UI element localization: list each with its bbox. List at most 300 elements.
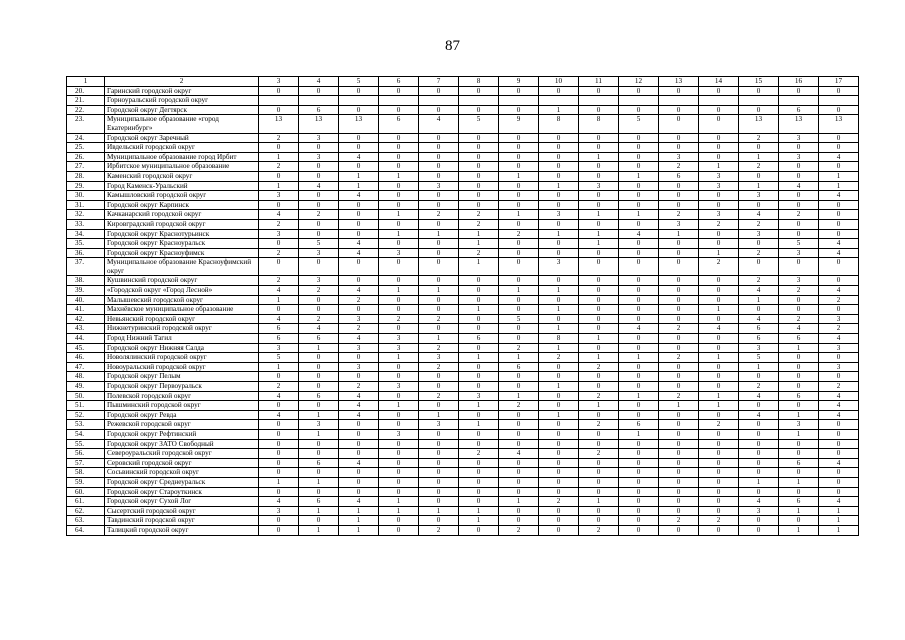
table-cell: 1 <box>619 429 659 439</box>
municipality-name: Ирбитское муниципальное образование <box>105 162 259 172</box>
table-cell: 0 <box>339 468 379 478</box>
table-cell: 3 <box>779 248 819 258</box>
table-cell: 0 <box>579 429 619 439</box>
column-header: 16 <box>779 77 819 87</box>
table-cell: 0 <box>819 487 859 497</box>
table-cell: 0 <box>299 401 339 411</box>
table-cell: 0 <box>779 382 819 392</box>
table-cell: 0 <box>699 525 739 535</box>
table-cell: 1 <box>379 497 419 507</box>
table-cell: 0 <box>299 372 339 382</box>
table-cell: 0 <box>419 258 459 276</box>
table-cell: 1 <box>499 210 539 220</box>
table-cell: 0 <box>539 86 579 96</box>
table-cell: 0 <box>699 468 739 478</box>
table-cell: 3 <box>259 229 299 239</box>
table-cell: 0 <box>419 191 459 201</box>
table-cell: 0 <box>739 305 779 315</box>
table-cell: 6 <box>299 105 339 115</box>
table-cell: 2 <box>299 314 339 324</box>
table-cell: 0 <box>699 410 739 420</box>
table-cell: 0 <box>459 276 499 286</box>
table-cell: 0 <box>579 276 619 286</box>
table-cell: 0 <box>579 382 619 392</box>
column-header: 8 <box>459 77 499 87</box>
table-cell: 0 <box>579 516 619 526</box>
table-cell: 0 <box>659 105 699 115</box>
table-cell: 0 <box>619 401 659 411</box>
table-cell: 0 <box>699 334 739 344</box>
table-cell: 0 <box>819 162 859 172</box>
table-cell: 0 <box>379 410 419 420</box>
table-cell: 3 <box>339 343 379 353</box>
table-cell: 6 <box>779 458 819 468</box>
table-cell: 1 <box>819 516 859 526</box>
table-cell: 0 <box>419 152 459 162</box>
table-cell: 1 <box>299 506 339 516</box>
table-cell: 0 <box>459 133 499 143</box>
table-cell: 0 <box>819 210 859 220</box>
table-row <box>67 362 859 372</box>
table-cell: 0 <box>819 219 859 229</box>
table-cell: 0 <box>499 191 539 201</box>
table-cell: 0 <box>379 86 419 96</box>
table-cell: 0 <box>619 477 659 487</box>
table-cell: 1 <box>459 229 499 239</box>
table-cell: 0 <box>379 458 419 468</box>
table-cell: 13 <box>259 115 299 133</box>
table-cell: 0 <box>619 343 659 353</box>
table-cell: 4 <box>499 449 539 459</box>
table-cell: 4 <box>339 497 379 507</box>
table-cell: 0 <box>779 162 819 172</box>
table-cell: 0 <box>459 152 499 162</box>
table-row <box>67 248 859 258</box>
table-cell: 1 <box>619 353 659 363</box>
table-cell: 0 <box>419 105 459 115</box>
table-cell: 0 <box>779 439 819 449</box>
table-cell: 0 <box>539 248 579 258</box>
table-cell: 6 <box>299 391 339 401</box>
table-cell: 0 <box>539 487 579 497</box>
table-cell: 0 <box>539 429 579 439</box>
table-cell: 0 <box>459 458 499 468</box>
table-cell: 0 <box>459 191 499 201</box>
table-row <box>67 477 859 487</box>
table-header-row <box>67 77 859 87</box>
table-cell: 0 <box>659 181 699 191</box>
table-cell: 2 <box>819 324 859 334</box>
municipality-name: Новоуральский городской округ <box>105 362 259 372</box>
table-row <box>67 314 859 324</box>
table-cell <box>659 96 699 106</box>
row-number: 43. <box>67 324 105 334</box>
table-cell: 0 <box>459 497 499 507</box>
table-cell: 0 <box>259 86 299 96</box>
table-cell: 0 <box>539 449 579 459</box>
table-cell: 3 <box>419 353 459 363</box>
row-number: 53. <box>67 420 105 430</box>
table-cell: 0 <box>699 314 739 324</box>
municipality-name: Махнёвское муниципальное образование <box>105 305 259 315</box>
table-cell: 4 <box>339 458 379 468</box>
table-cell: 6 <box>299 458 339 468</box>
table-cell: 0 <box>259 372 299 382</box>
table-cell: 0 <box>579 286 619 296</box>
row-number: 24. <box>67 133 105 143</box>
table-cell: 0 <box>819 305 859 315</box>
table-cell: 0 <box>819 353 859 363</box>
table-cell: 2 <box>659 324 699 334</box>
table-cell: 0 <box>379 420 419 430</box>
table-cell: 0 <box>659 286 699 296</box>
table-cell: 0 <box>699 276 739 286</box>
row-number: 40. <box>67 295 105 305</box>
table-cell: 0 <box>459 429 499 439</box>
table-cell: 0 <box>539 362 579 372</box>
table-cell <box>619 96 659 106</box>
table-cell: 0 <box>579 468 619 478</box>
table-cell: 4 <box>819 152 859 162</box>
table-cell: 1 <box>499 497 539 507</box>
table-cell: 0 <box>499 239 539 249</box>
table-cell: 0 <box>579 458 619 468</box>
table-cell: 0 <box>259 171 299 181</box>
table-cell: 4 <box>739 314 779 324</box>
table-cell: 2 <box>739 248 779 258</box>
table-cell: 0 <box>499 324 539 334</box>
table-cell: 0 <box>619 258 659 276</box>
table-cell: 0 <box>659 200 699 210</box>
table-cell: 0 <box>419 200 459 210</box>
table-cell: 0 <box>699 477 739 487</box>
table-cell: 0 <box>699 191 739 201</box>
table-cell: 0 <box>379 181 419 191</box>
table-cell: 0 <box>619 143 659 153</box>
table-row <box>67 258 859 276</box>
table-cell: 0 <box>339 449 379 459</box>
table-cell: 0 <box>579 305 619 315</box>
table-cell: 0 <box>499 162 539 172</box>
column-header: 11 <box>579 77 619 87</box>
table-cell: 6 <box>739 324 779 334</box>
table-cell: 0 <box>539 468 579 478</box>
table-cell: 2 <box>779 314 819 324</box>
table-cell: 0 <box>659 382 699 392</box>
table-cell: 0 <box>299 487 339 497</box>
row-number: 55. <box>67 439 105 449</box>
table-cell: 3 <box>459 391 499 401</box>
table-cell: 0 <box>659 343 699 353</box>
table-cell: 0 <box>539 372 579 382</box>
table-row <box>67 210 859 220</box>
table-cell: 0 <box>619 506 659 516</box>
table-cell: 0 <box>739 516 779 526</box>
table-cell: 1 <box>379 286 419 296</box>
table-cell: 0 <box>419 305 459 315</box>
table-cell: 0 <box>259 305 299 315</box>
table-cell: 4 <box>619 324 659 334</box>
table-cell: 1 <box>699 305 739 315</box>
municipality-name: Тавдинский городской округ <box>105 516 259 526</box>
table-cell: 0 <box>619 133 659 143</box>
table-cell: 0 <box>779 171 819 181</box>
table-cell: 0 <box>739 487 779 497</box>
table-cell: 0 <box>379 362 419 372</box>
table-row <box>67 343 859 353</box>
table-cell <box>579 96 619 106</box>
table-cell <box>779 96 819 106</box>
table-cell: 2 <box>419 391 459 401</box>
table-cell: 0 <box>339 372 379 382</box>
table-row <box>67 133 859 143</box>
column-header: 10 <box>539 77 579 87</box>
table-cell: 2 <box>419 525 459 535</box>
table-cell: 0 <box>579 324 619 334</box>
table-cell <box>819 96 859 106</box>
table-cell: 6 <box>659 171 699 181</box>
table-cell: 0 <box>659 497 699 507</box>
table-cell: 1 <box>339 525 379 535</box>
table-cell <box>419 96 459 106</box>
table-cell: 1 <box>259 295 299 305</box>
table-row <box>67 439 859 449</box>
table-cell: 0 <box>499 86 539 96</box>
table-cell: 1 <box>739 152 779 162</box>
table-cell: 3 <box>819 343 859 353</box>
table-cell: 0 <box>459 487 499 497</box>
table-cell: 2 <box>579 525 619 535</box>
table-cell: 1 <box>539 343 579 353</box>
table-cell: 0 <box>379 439 419 449</box>
table-cell: 0 <box>259 458 299 468</box>
table-row <box>67 191 859 201</box>
table-cell: 0 <box>379 372 419 382</box>
table-cell: 0 <box>659 295 699 305</box>
table-cell: 1 <box>539 410 579 420</box>
table-cell: 1 <box>339 181 379 191</box>
table-cell: 2 <box>339 295 379 305</box>
table-cell: 0 <box>619 372 659 382</box>
table-cell: 4 <box>819 391 859 401</box>
table-row <box>67 458 859 468</box>
table-cell: 0 <box>579 86 619 96</box>
municipality-name: Пышминский городской округ <box>105 401 259 411</box>
table-cell: 0 <box>539 276 579 286</box>
table-cell: 3 <box>299 276 339 286</box>
table-cell: 0 <box>539 171 579 181</box>
row-number: 57. <box>67 458 105 468</box>
table-cell: 0 <box>379 477 419 487</box>
table-cell: 0 <box>339 200 379 210</box>
table-cell: 3 <box>539 210 579 220</box>
table-cell: 4 <box>339 391 379 401</box>
table-cell: 0 <box>419 401 459 411</box>
table-cell: 0 <box>339 305 379 315</box>
table-cell: 2 <box>739 276 779 286</box>
table-cell: 13 <box>779 115 819 133</box>
table-cell: 3 <box>659 152 699 162</box>
row-number: 37. <box>67 258 105 276</box>
table-cell: 0 <box>379 191 419 201</box>
table-cell: 1 <box>459 401 499 411</box>
row-number: 42. <box>67 314 105 324</box>
table-cell: 0 <box>499 516 539 526</box>
table-cell: 1 <box>619 171 659 181</box>
table-cell: 0 <box>299 305 339 315</box>
municipality-name: Город Каменск-Уральский <box>105 181 259 191</box>
table-cell: 0 <box>659 133 699 143</box>
table-cell: 0 <box>659 487 699 497</box>
table-cell: 0 <box>659 305 699 315</box>
table-cell: 3 <box>739 506 779 516</box>
municipality-name: Гаринский городской округ <box>105 86 259 96</box>
table-cell: 0 <box>379 324 419 334</box>
municipality-name: «Городской округ «Город Лесной» <box>105 286 259 296</box>
table-cell: 0 <box>459 162 499 172</box>
table-cell: 0 <box>419 239 459 249</box>
table-cell: 0 <box>499 143 539 153</box>
table-cell: 0 <box>699 86 739 96</box>
table-cell: 0 <box>819 372 859 382</box>
table-cell: 1 <box>779 343 819 353</box>
table-row <box>67 372 859 382</box>
row-number: 27. <box>67 162 105 172</box>
table-cell: 0 <box>739 105 779 115</box>
table-cell: 0 <box>419 248 459 258</box>
table-cell: 0 <box>619 525 659 535</box>
table-cell: 0 <box>619 305 659 315</box>
table-cell: 3 <box>379 248 419 258</box>
table-cell: 1 <box>699 248 739 258</box>
table-cell: 0 <box>299 516 339 526</box>
table-cell: 4 <box>339 191 379 201</box>
table-cell: 1 <box>619 210 659 220</box>
table-row <box>67 200 859 210</box>
table-cell: 1 <box>459 506 499 516</box>
table-cell: 2 <box>299 210 339 220</box>
table-cell: 3 <box>259 506 299 516</box>
column-header: 13 <box>659 77 699 87</box>
table-cell: 0 <box>299 162 339 172</box>
table-cell: 4 <box>819 497 859 507</box>
municipality-name: Городской округ Пелым <box>105 372 259 382</box>
table-cell: 3 <box>379 429 419 439</box>
table-cell: 0 <box>499 105 539 115</box>
row-number: 38. <box>67 276 105 286</box>
table-cell: 0 <box>379 133 419 143</box>
table-cell: 1 <box>579 152 619 162</box>
table-cell: 2 <box>739 382 779 392</box>
table-cell: 0 <box>539 143 579 153</box>
table-cell: 1 <box>259 152 299 162</box>
table-cell: 0 <box>619 86 659 96</box>
table-cell: 1 <box>459 305 499 315</box>
table-cell: 4 <box>259 210 299 220</box>
table-cell: 0 <box>699 105 739 115</box>
table-row <box>67 429 859 439</box>
table-cell: 0 <box>339 105 379 115</box>
table-cell: 0 <box>579 372 619 382</box>
municipality-name: Городской округ Красноуфимск <box>105 248 259 258</box>
table-cell: 1 <box>259 362 299 372</box>
table-row <box>67 162 859 172</box>
table-cell: 3 <box>299 420 339 430</box>
table-cell: 0 <box>819 229 859 239</box>
table-cell: 0 <box>659 449 699 459</box>
table-cell: 1 <box>419 410 459 420</box>
table-cell: 1 <box>579 497 619 507</box>
table-cell: 6 <box>259 324 299 334</box>
table-cell: 2 <box>539 353 579 363</box>
table-cell: 2 <box>699 219 739 229</box>
table-cell: 1 <box>459 420 499 430</box>
table-cell: 0 <box>419 477 459 487</box>
table-cell: 13 <box>739 115 779 133</box>
table-cell: 1 <box>379 171 419 181</box>
table-cell: 2 <box>579 449 619 459</box>
table-cell: 6 <box>779 334 819 344</box>
row-number: 49. <box>67 382 105 392</box>
table-cell: 3 <box>819 314 859 324</box>
table-cell: 0 <box>499 487 539 497</box>
table-cell: 0 <box>259 420 299 430</box>
table-cell: 0 <box>539 458 579 468</box>
row-number: 60. <box>67 487 105 497</box>
table-cell: 0 <box>299 353 339 363</box>
table-cell: 0 <box>699 487 739 497</box>
table-cell: 0 <box>579 219 619 229</box>
table-cell: 0 <box>459 410 499 420</box>
table-cell: 2 <box>259 162 299 172</box>
table-cell: 1 <box>459 516 499 526</box>
table-cell: 3 <box>419 420 459 430</box>
table-cell: 1 <box>379 353 419 363</box>
table-cell: 0 <box>499 477 539 487</box>
table-cell: 0 <box>659 334 699 344</box>
table-cell: 0 <box>699 152 739 162</box>
table-cell: 0 <box>419 458 459 468</box>
table-row <box>67 171 859 181</box>
table-cell: 0 <box>619 181 659 191</box>
table-cell: 2 <box>459 210 499 220</box>
table-cell: 13 <box>299 115 339 133</box>
table-cell: 3 <box>339 314 379 324</box>
table-cell: 13 <box>339 115 379 133</box>
table-cell: 2 <box>779 286 819 296</box>
table-cell: 6 <box>619 420 659 430</box>
municipality-name: Городской округ Первоуральск <box>105 382 259 392</box>
table-cell: 0 <box>539 200 579 210</box>
column-header: 7 <box>419 77 459 87</box>
table-cell: 0 <box>579 143 619 153</box>
table-cell: 0 <box>299 295 339 305</box>
table-cell: 1 <box>579 210 619 220</box>
table-cell: 2 <box>259 248 299 258</box>
table-cell: 0 <box>619 449 659 459</box>
table-cell: 0 <box>339 219 379 229</box>
table-cell: 0 <box>619 219 659 229</box>
table-cell: 4 <box>619 229 659 239</box>
table-cell: 0 <box>579 200 619 210</box>
table-cell: 0 <box>499 181 539 191</box>
table-row <box>67 305 859 315</box>
municipality-name: Качканарский городской округ <box>105 210 259 220</box>
table-cell: 0 <box>419 468 459 478</box>
table-cell: 0 <box>579 410 619 420</box>
table-cell: 0 <box>739 420 779 430</box>
table-cell: 1 <box>779 506 819 516</box>
